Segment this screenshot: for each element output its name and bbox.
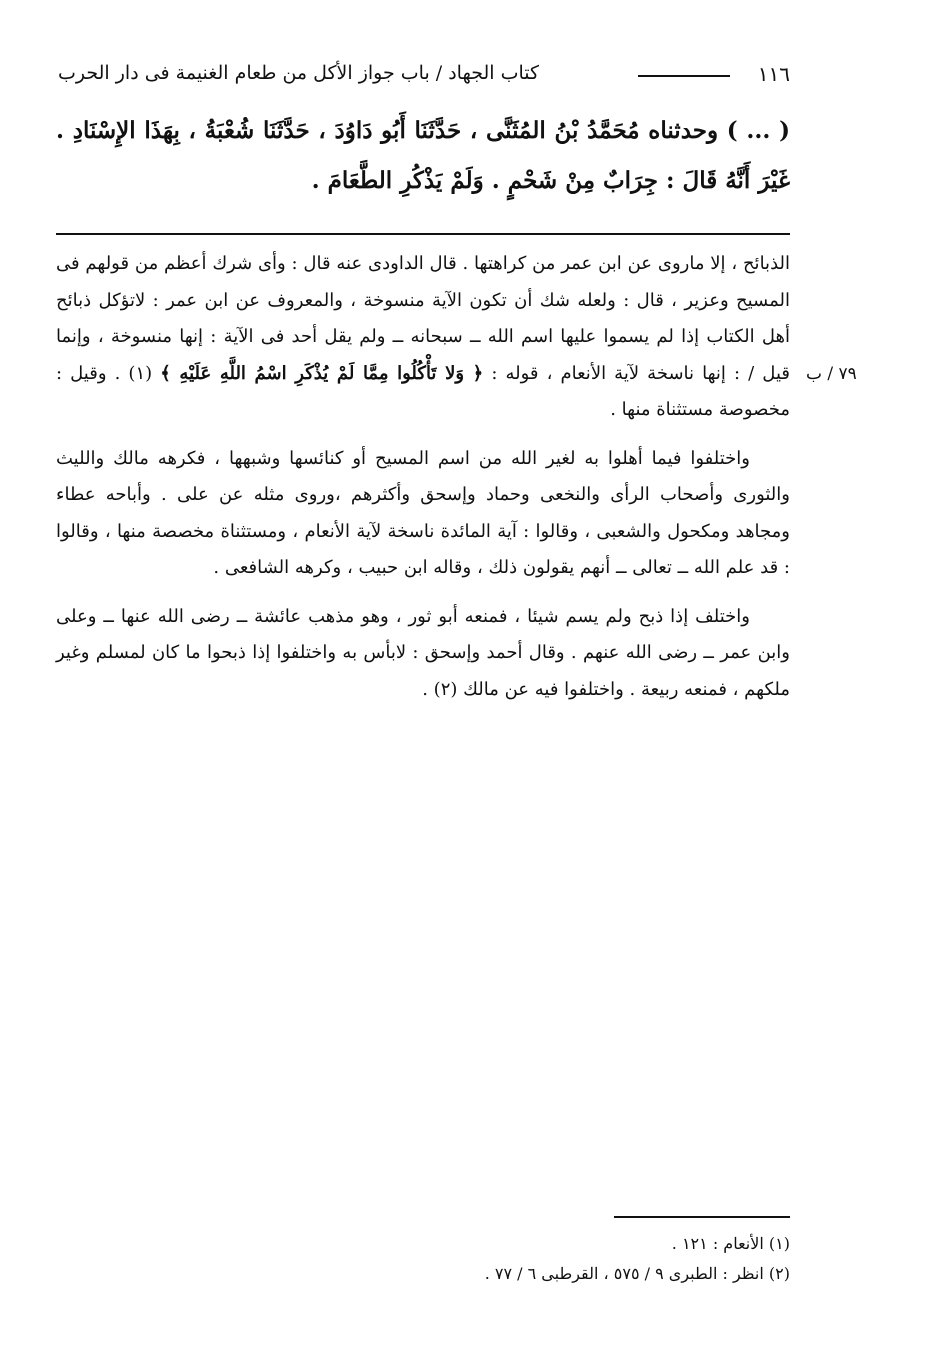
page-header [58,58,790,92]
commentary-p3-text: واختلف إذا ذبح ولم يسم شيئا ، فمنعه أبو ثور ، وهو مذهب عائشة ــ رضى الله عنها ــ وعلى وابن عمر ــ رضى الله عنهم . وقال أحمد وإسحق : لابأس به واختلفوا إذا ذبحوا ما كان لمسلم وغير ملكهم ، فمنعه ربيعة . واختلفوا فيه عن مالك (٢) . [56,605,790,700]
quran-quote: ﴿ وَلا تَأْكُلُوا مِمَّا لَمْ يُذْكَرِ اسْمُ اللَّهِ عَلَيْهِ ﴾ [160,362,484,384]
header-rule [638,75,730,77]
section-divider [56,233,790,235]
commentary-p2-text: واختلفوا فيما أهلوا به لغير الله من اسم المسيح أو كنائسها وشبهها ، فكرهه مالك والليث والثورى وأصحاب الرأى والنخعى وحماد وإسحق وأكثرهم ،وروى مثله عن على . وأباحه عطاء ومجاهد ومكحول والشعبى ، وقالوا : آية المائدة ناسخة لآية الأنعام ، ومستثناة مخصصة منها ، وقالوا : قد علم الله ــ تعالى ــ أنهم يقولون ذلك ، وقاله ابن حبيب ، وكرهه الشافعى . [56,447,790,578]
hadith-text: ( ... ) وحدثناه مُحَمَّدُ بْنُ المُثَنَّى ، حَدَّثَنَا أَبُو دَاوُدَ ، حَدَّثَنَا شُعْبَةُ ، بِهَذَا الإِسْنَادِ . غَيْرَ أَنَّهُ قَالَ : جِرَابٌ مِنْ شَحْمٍ . وَلَمْ يَذْكُرِ الطَّعَامَ . [56,117,790,194]
footnotes [56,1229,790,1289]
footnote-divider [614,1216,790,1218]
margin-folio-note: ٧٩ / ب [806,364,857,384]
footnote-2: (٢) انظر : الطبرى ٩ / ٥٧٥ ، القرطبى ٦ / ٧٧ . [484,1264,790,1283]
commentary-p1-text: الذبائح ، إلا ماروى عن ابن عمر من كراهتها . قال الداودى عنه قال : وأى شرك أعظم من قولهم فى المسيح وعزير ، قال : ولعله شك أن تكون الآية منسوخة ، والمعروف عن ابن عمر : لاتؤكل ذبائح أهل الكتاب إذا لم يسموا عليها اسم الله ــ سبحانه ــ ولم يقل أحد فى الآية : إنها منسوخة ، وإنما قيل / : إنها ناسخة لآية الأنعام ، قوله : [56,253,790,384]
commentary-p1-end: (١) . وقيل : مخصوصة مستثناة منها . [56,362,790,420]
footnote-1: (١) الأنعام : ١٢١ . [671,1234,790,1253]
page-number: ١١٦ [757,62,790,86]
commentary-paragraph-1 [56,246,790,429]
commentary [56,246,790,720]
running-title: كتاب الجهاد / باب جواز الأكل من طعام الغنيمة فى دار الحرب [58,62,540,84]
commentary-paragraph-3 [56,599,790,709]
commentary-paragraph-2 [56,441,790,587]
